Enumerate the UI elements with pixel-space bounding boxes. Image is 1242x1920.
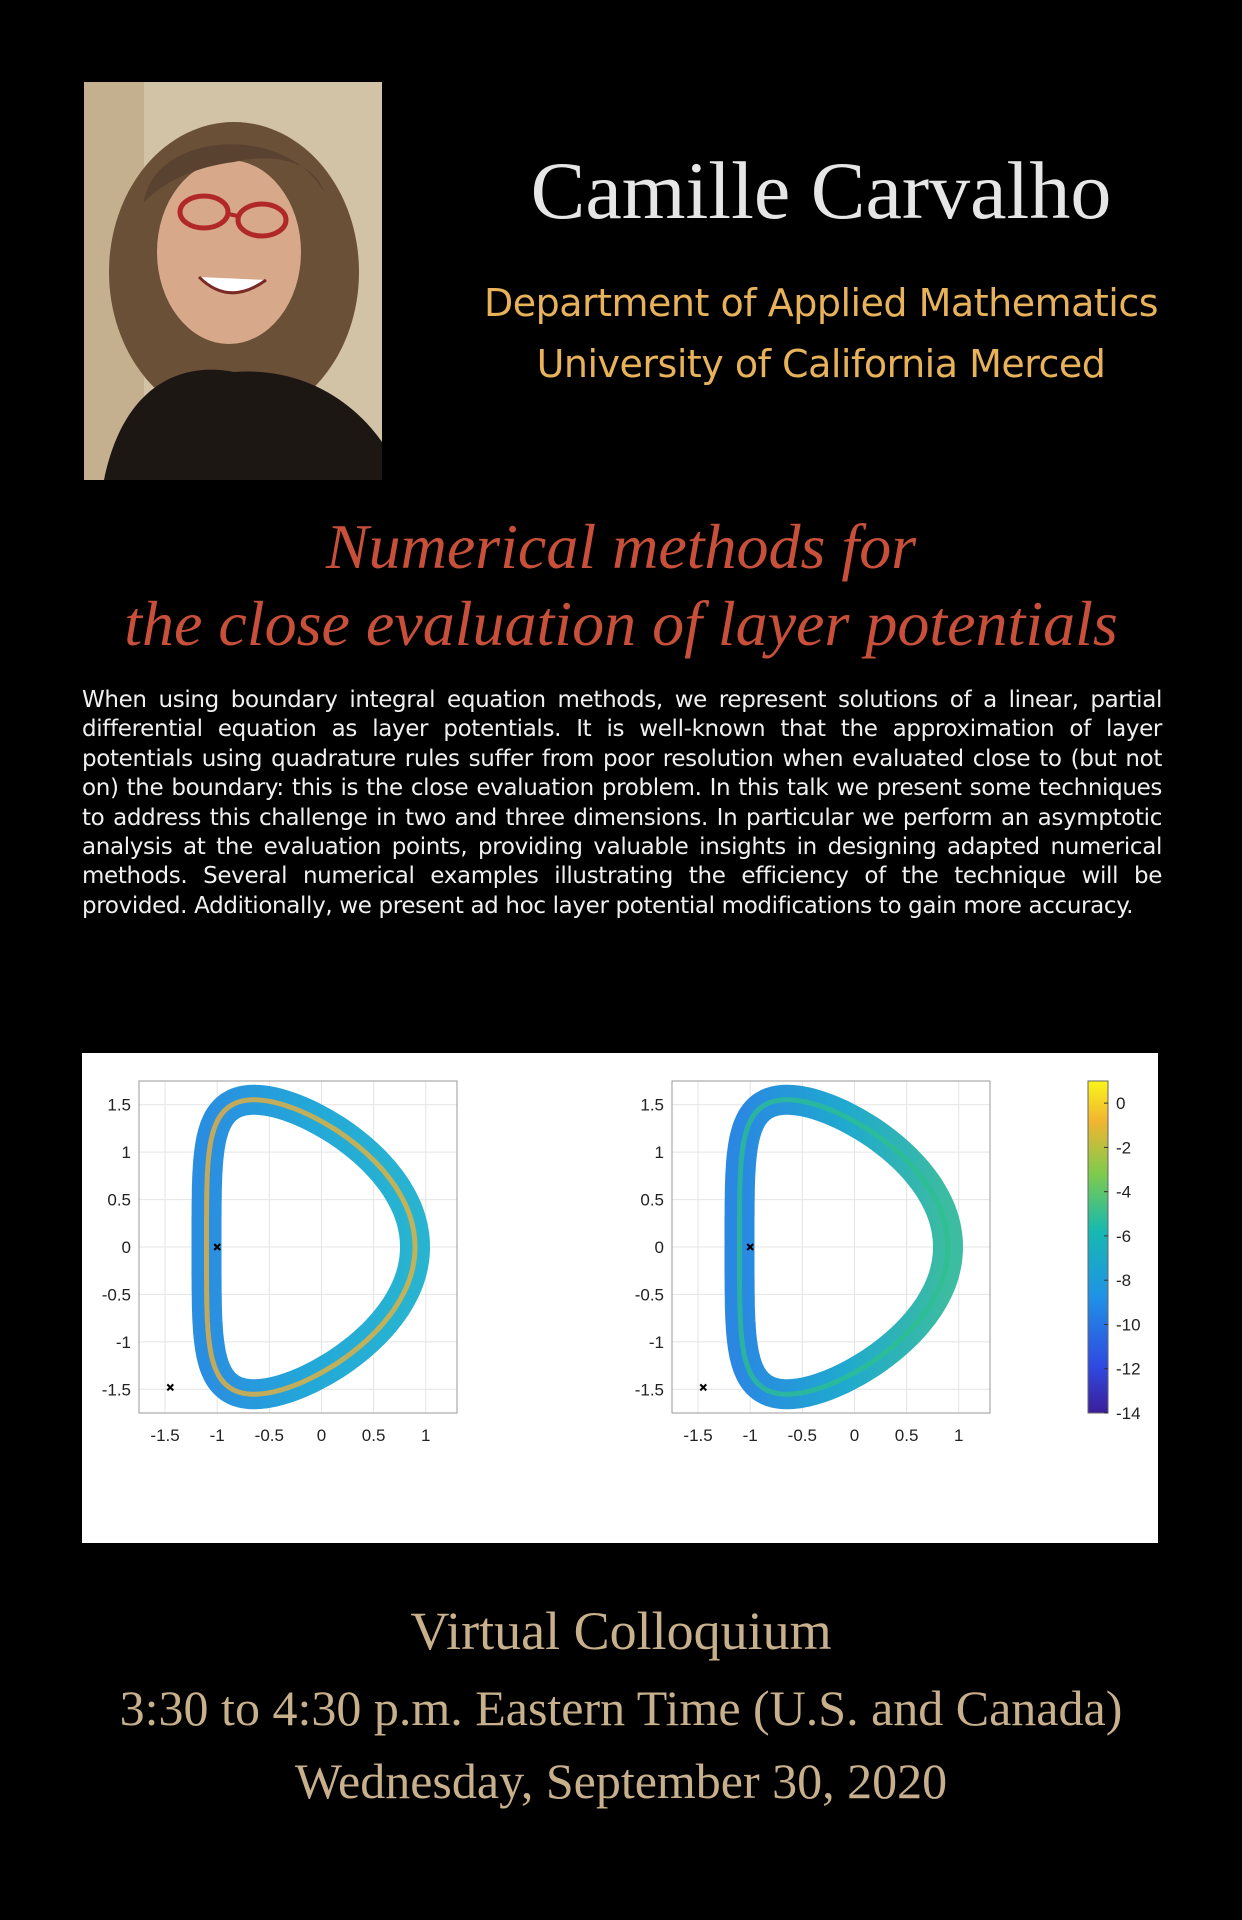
x-tick-label: 1 [420,1426,431,1445]
talk-title-line-1: Numerical methods for [325,511,917,582]
speaker-name: Camille Carvalho [530,145,1112,236]
y-tick-label: -1 [115,1332,131,1352]
figure-panel [82,1053,1158,1543]
figure-svg [82,1053,1158,1543]
colorbar-tick-label: -8 [1116,1271,1132,1291]
colorbar-tick-label: -12 [1116,1359,1141,1379]
colorbar [1088,1081,1108,1413]
y-tick-label: 0 [121,1238,131,1257]
y-tick-label: -1.5 [101,1380,131,1400]
speaker-portrait-image [84,82,382,480]
colorbar-tick-label: -6 [1116,1226,1132,1246]
event-date: Wednesday, September 30, 2020 [294,1753,948,1809]
colorbar-tick-label: -4 [1116,1182,1132,1202]
event-type: Virtual Colloquium [410,1601,832,1661]
colorbar-tick-label: -10 [1116,1315,1141,1335]
y-tick-label: 0.5 [640,1190,664,1210]
speaker-university: University of California Merced [536,342,1106,386]
y-tick-label: 0 [654,1238,664,1257]
plot-panel-1 [102,1081,457,1445]
colorbar-tick-label: -14 [1116,1404,1141,1423]
talk-abstract: When using boundary integral equation methods, we represent solutions of a linear, partial differential equation as layer potentials. It is well-known that the approximation of layer potentials using quadrature rules suffer from poor resolution when evaluated close to (but not on) the boundary: this is the close evaluation problem. In this talk we present some techniques to address this challenge in two and three dimensions. In particular we perform an asymptotic analysis at the evaluation points, providing valuable insights in designing adapted numerical methods. Several numerical examples illustrating the efficiency of the technique will be provided. Additionally, we present ad hoc layer potential modifications to gain more accuracy. [82,687,1162,919]
y-tick-label: 1 [121,1143,131,1163]
x-tick-label: -1 [742,1426,758,1445]
colorbar-tick-label: 0 [1116,1094,1126,1114]
y-tick-label: -0.5 [101,1285,131,1305]
x-tick-label: 0 [316,1426,327,1445]
y-tick-label: -1 [648,1332,664,1352]
y-tick-label: 1.5 [640,1095,664,1115]
speaker-department: Department of Applied Mathematics [483,281,1159,325]
x-tick-label: 0.5 [894,1426,919,1445]
x-tick-label: -0.5 [787,1426,817,1445]
x-tick-label: 1 [953,1426,964,1445]
y-tick-label: 0.5 [107,1190,131,1210]
x-tick-label: 0 [849,1426,860,1445]
y-tick-label: -0.5 [634,1285,664,1305]
speaker-photo [84,82,382,480]
x-tick-label: -0.5 [254,1426,284,1445]
talk-title-line-2: the close evaluation of layer potentials [124,588,1118,659]
event-time: 3:30 to 4:30 p.m. Eastern Time (U.S. and Canada) [119,1680,1123,1736]
x-tick-label: -1.5 [683,1426,713,1445]
y-tick-label: 1 [654,1143,664,1163]
y-tick-label: -1.5 [634,1380,664,1400]
x-tick-label: 0.5 [361,1426,386,1445]
x-tick-label: -1 [209,1426,225,1445]
plot-panel-2 [635,1081,990,1445]
x-tick-label: -1.5 [150,1426,180,1445]
y-tick-label: 1.5 [107,1095,131,1115]
colorbar-tick-label: -2 [1116,1138,1132,1158]
